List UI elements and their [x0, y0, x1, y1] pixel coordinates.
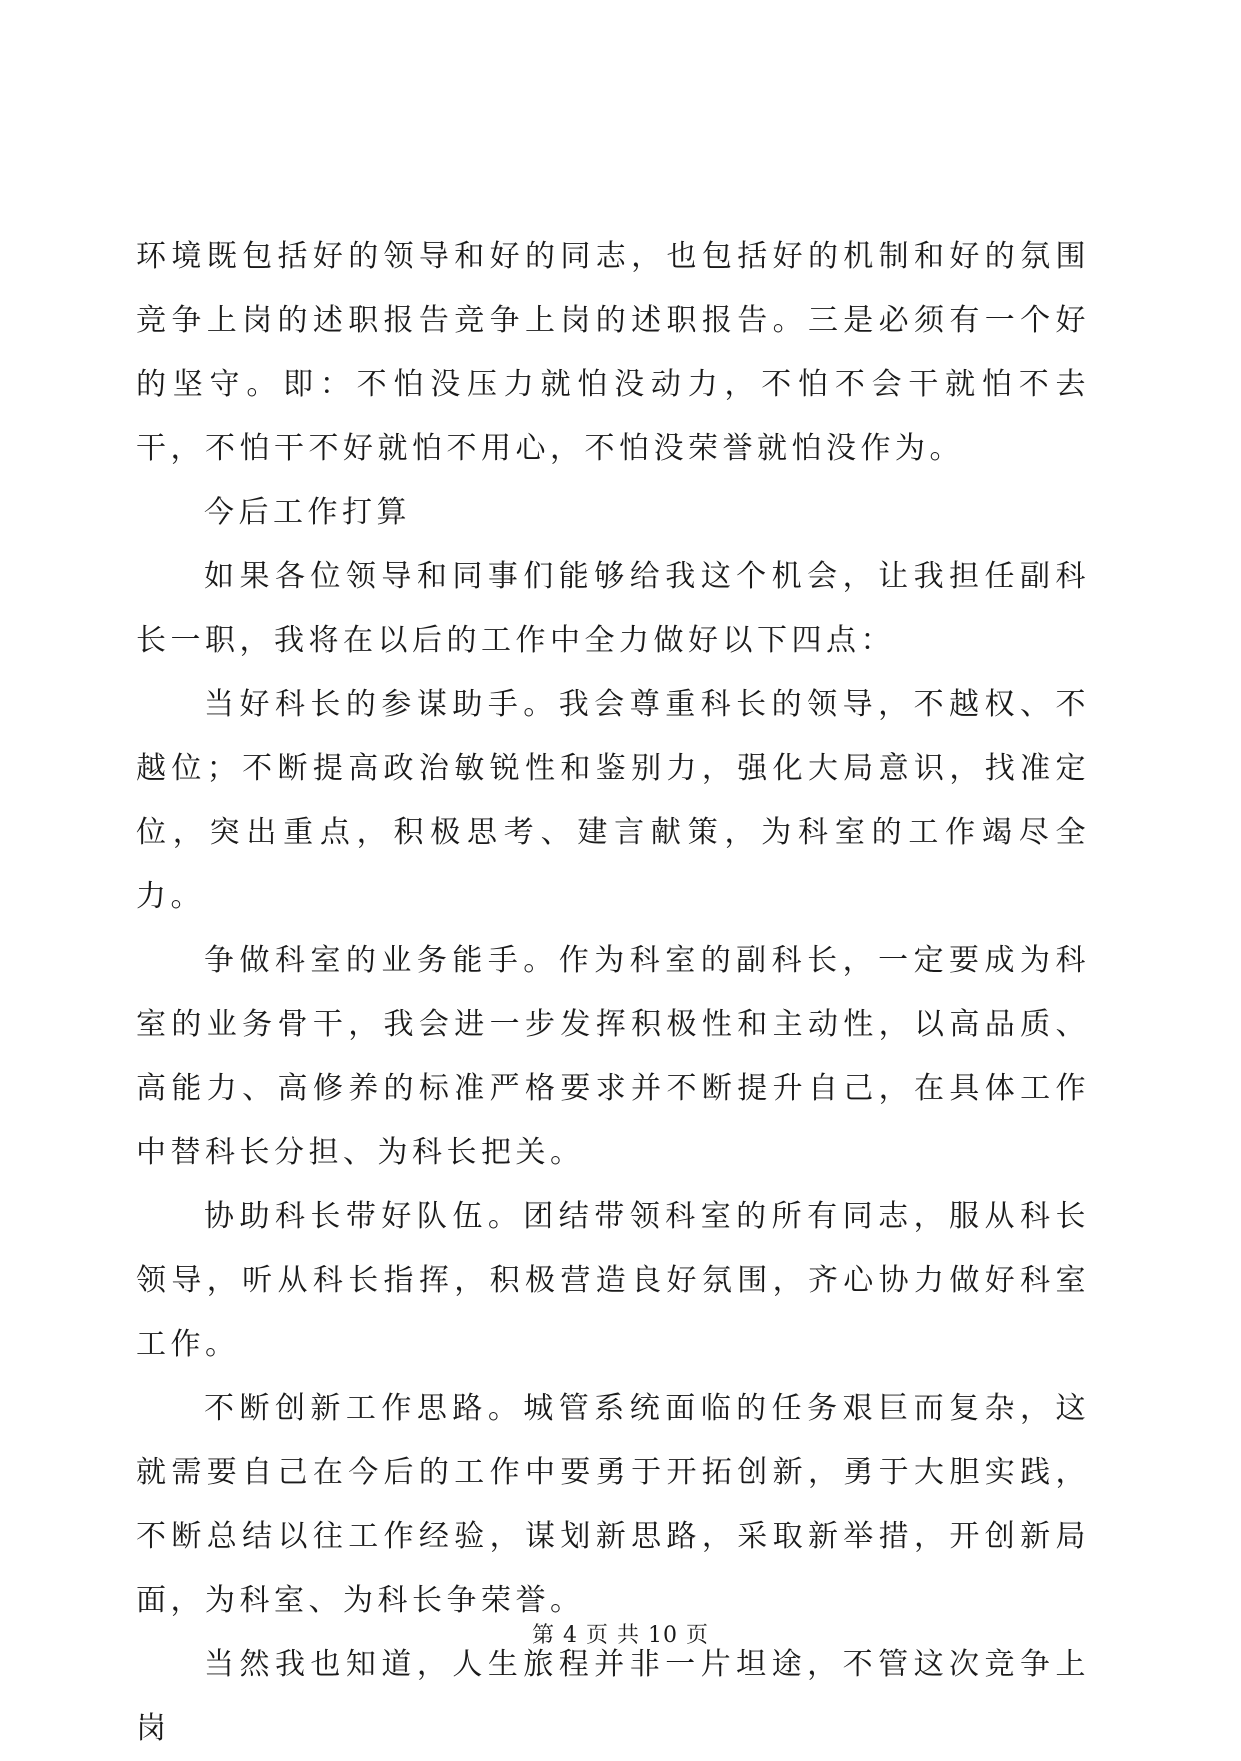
paragraph-continued: 环境既包括好的领导和好的同志，也包括好的机制和好的氛围竞争上岗的述职报告竞争上岗的述职报告。三是必须有一个好的坚守。即：不怕没压力就怕没动力，不怕不会干就怕不去干，不怕干不好就怕不用心，不怕没荣誉就怕没作为。	[136, 239, 1090, 466]
section-heading: 今后工作打算	[204, 495, 411, 530]
paragraph: 协助科长带好队伍。团结带领科室的所有同志，服从科长领导，听从科长指挥，积极营造良好氛围，齐心协力做好科室工作。	[136, 1199, 1090, 1362]
paragraph: 不断创新工作思路。城管系统面临的任务艰巨而复杂，这就需要自己在今后的工作中要勇于开拓创新，勇于大胆实践，不断总结以往工作经验，谋划新思路，采取新举措，开创新局面，为科室、为科长争荣誉。	[136, 1391, 1090, 1618]
paragraph: 如果各位领导和同事们能够给我这个机会，让我担任副科长一职，我将在以后的工作中全力做好以下四点：	[136, 559, 1090, 658]
page-number-footer: 第 4 页 共 10 页	[532, 1623, 709, 1648]
paragraph: 争做科室的业务能手。作为科室的副科长，一定要成为科室的业务骨干，我会进一步发挥积极性和主动性，以高品质、高能力、高修养的标准严格要求并不断提升自己，在具体工作中替科长分担、为科长把关。	[136, 943, 1090, 1170]
paragraph: 当然我也知道，人生旅程并非一片坦途，不管这次竞争上岗	[136, 1647, 1090, 1746]
paragraph: 当好科长的参谋助手。我会尊重科长的领导，不越权、不越位；不断提高政治敏锐性和鉴别力，强化大局意识，找准定位，突出重点，积极思考、建言献策，为科室的工作竭尽全力。	[136, 687, 1090, 914]
document-body	[136, 225, 1090, 1761]
